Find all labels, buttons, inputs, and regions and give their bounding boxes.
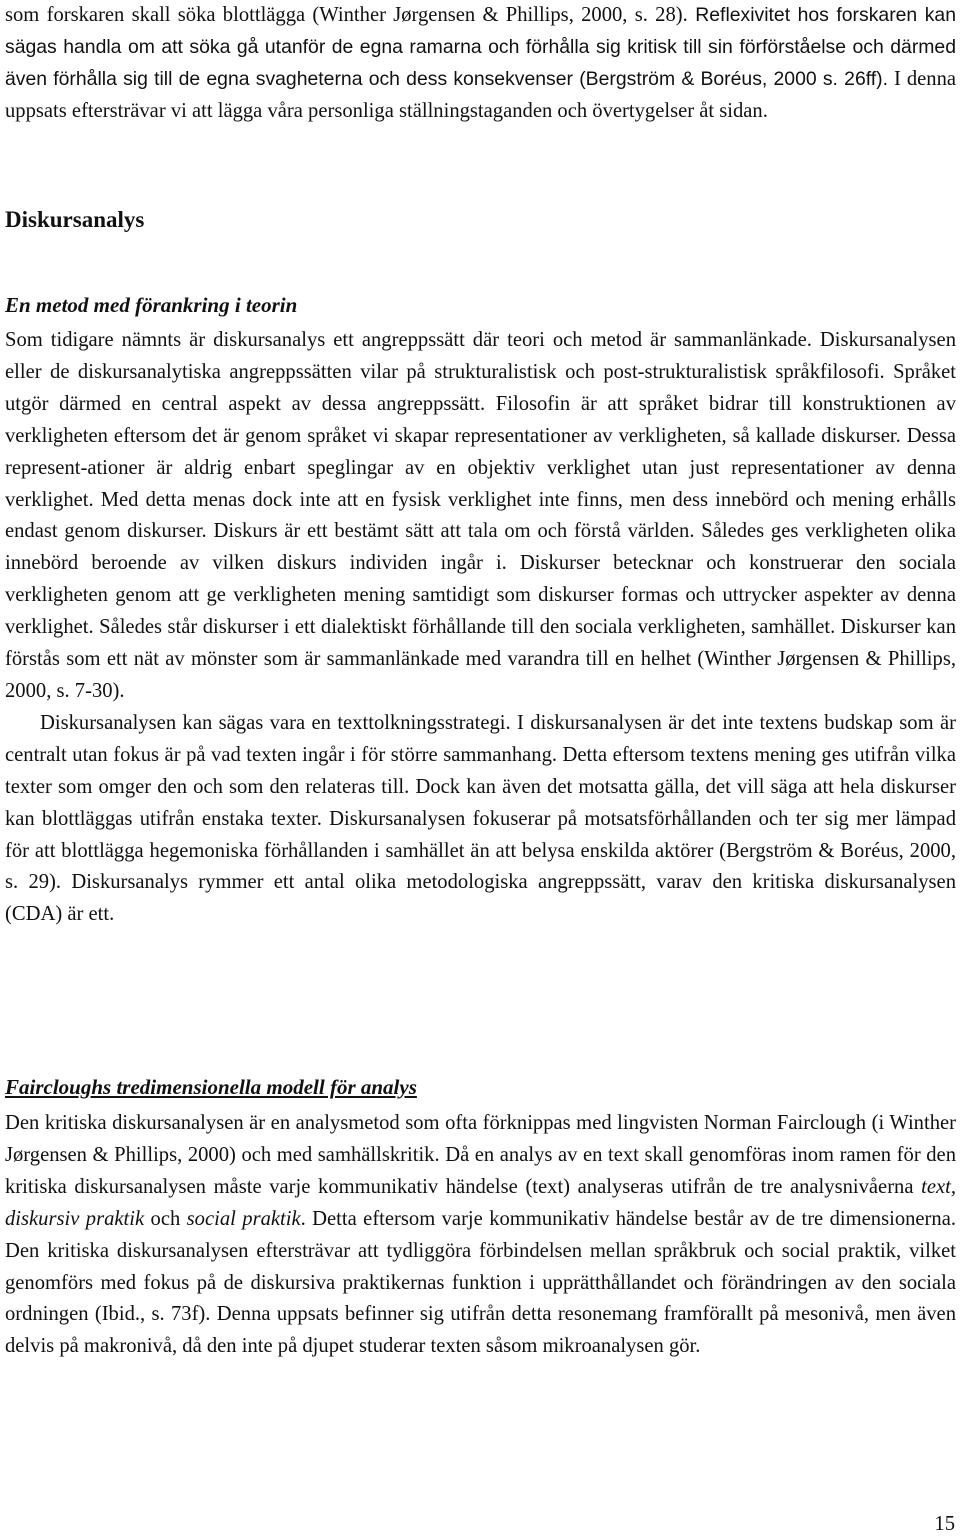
page-number: 15	[934, 1513, 955, 1535]
fairclough-text-c: . Detta eftersom varje kommunikativ händelse består av de tre dimensionerna. Den kritiska diskursanalysen eftersträvar att tydliggöra förbindelsen mellan språkbruk och social praktik, vilket genomförs med fokus på de diskursiva praktikernas funktion i upprätthållandet och förändringen av den sociala ordningen (Ibid., s. 73f). Denna uppsats befinner sig utifrån detta resonemang framförallt på mesonivå, men även delvis på makronivå, då den inte på djupet studerar texten såsom mikroanalysen gör.	[5, 1207, 956, 1358]
fairclough-text-a: Den kritiska diskursanalysen är en analysmetod som ofta förknippas med lingvisten Norman Fairclough (i Winther Jørgensen & Phillips, 2000) och med samhällskritik. Då en analys av en text skall genomföras inom ramen för den kritiska diskursanalysen måste varje kommunikativ händelse (text) analyseras utifrån de tre analysnivåerna	[5, 1112, 956, 1198]
section-heading: Diskursanalys	[5, 207, 145, 232]
fairclough-levels-b: social praktik	[186, 1207, 301, 1230]
intro-sentence-2: Reflexivitet hos forskaren kan sägas handla om att söka gå utanför de egna ramarna och förhålla sig kritisk till sin förförståelse och därmed även förhålla sig till de egna svagheterna och dess konsekvenser (Bergström & Boréus, 2000 s. 26ff).	[5, 4, 956, 90]
discourse-paragraph-1: Som tidigare nämnts är diskursanalys ett angreppssätt där teori och metod är sammanlänkade. Diskursanalysen eller de diskursanalytiska angreppssätten vilar på strukturalistisk och post-strukturalistisk språkfilosofi. Språket utgör därmed en central aspekt av dessa angreppssätt. Filosofin är att språket bidrar till konstruktionen av verkligheten eftersom det är genom språket vi skapar representationer av verkligheten, så kallade diskurser. Dessa represent-ationer är aldrig enbart speglingar av en objektiv verklighet utan just representationer av denna verklighet. Med detta menas dock inte att en fysisk verklighet inte finns, men dess innebörd och mening erhålls endast genom diskurser. Diskurs är ett bestämt sätt att tala om och förstå världen. Således ges verkligheten olika innebörd beroende av vilken diskurs individen ingår i. Diskurser betecknar och konstruerar den sociala verkligheten genom att ge verkligheten mening samtidigt som diskurser formas och uttrycker aspekter av denna verklighet. Således står diskurser i ett dialektiskt förhållande till den sociala verkligheten, samhället. Diskurser kan förstås som ett nät av mönster som är sammanlänkade med varandra till en helhet (Winther Jørgensen & Phillips, 2000, s. 7-30).	[5, 329, 956, 702]
fairclough-heading: Faircloughs tredimensionella modell för analys	[5, 1075, 417, 1099]
intro-paragraph	[5, 0, 956, 128]
discourse-paragraph-2: Diskursanalysen kan sägas vara en texttolkningsstrategi. I diskursanalysen är det inte textens budskap som är centralt utan fokus är på vad texten ingår i för större sammanhang. Detta eftersom textens mening ges utifrån vilka texter som omger den och som den relateras till. Dock kan även det motsatta gälla, det vill säga att hela diskurser kan blottläggas utifrån enstaka texter. Diskursanalysen fokuserar på motsatsförhållanden och ter sig mer lämpad för att blottlägga hegemoniska förhållanden i samhället än att belysa enskilda aktörer (Bergström & Boréus, 2000, s. 29). Diskursanalys rymmer ett antal olika metodologiska angreppssätt, varav den kritiska diskursanalysen (CDA) är ett.	[5, 711, 956, 926]
fairclough-levels-a: text, diskursiv praktik	[5, 1175, 956, 1230]
intro-sentence-1: som forskaren skall söka blottlägga (Winther Jørgensen & Phillips, 2000, s. 28).	[5, 4, 688, 26]
fairclough-body	[5, 1108, 956, 1363]
subsection-heading: En metod med förankring i teorin	[5, 293, 298, 317]
fairclough-text-b: och	[144, 1207, 187, 1230]
intro-sentence-3: I denna uppsats eftersträvar vi att lägga våra personliga ställningstaganden och övertygelser åt sidan.	[5, 67, 957, 122]
fairclough-paragraph	[5, 1108, 956, 1363]
discourse-body	[5, 325, 956, 931]
